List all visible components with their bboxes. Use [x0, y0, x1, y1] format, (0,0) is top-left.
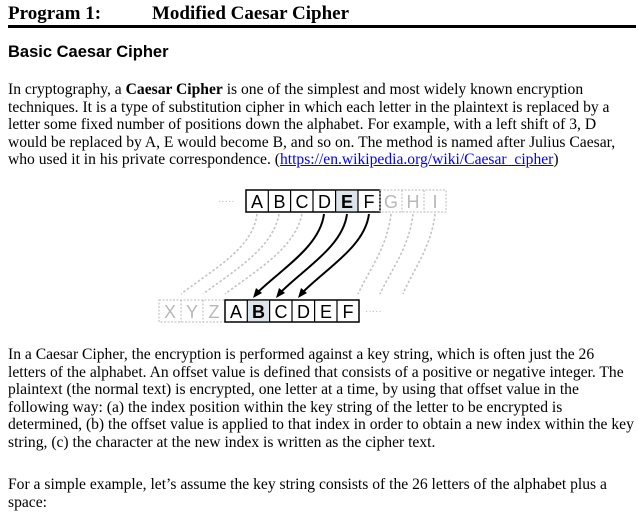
bottom-faded-letter: X — [163, 302, 177, 322]
top-cell-letter: C — [295, 192, 309, 212]
top-faded-letter: H — [406, 192, 420, 212]
top-cell-letter: B — [273, 192, 286, 212]
intro-bold-term: Caesar Cipher — [125, 81, 223, 98]
faded-arrows — [181, 214, 435, 294]
bottom-faded-dots: ····· — [365, 306, 382, 317]
top-faded-cells — [380, 190, 446, 212]
intro-text-1: In cryptography, a — [8, 81, 126, 98]
top-faded-letter: G — [383, 192, 399, 212]
intro-text-2: is one of the simplest and most widely known encryption techniques. It is a type of substitution cipher in which each letter in the plaintext is replaced by a letter some fixed number of positions down the alphabet. For example, with a left shift of 3, D would be replaced by A, E would become B, and so on. The method is named after Julius Caesar, who used it in his private correspondence. ( — [8, 81, 616, 169]
top-cell-letter: D — [318, 192, 331, 212]
bottom-cell-letter: D — [297, 302, 310, 322]
program-header — [8, 3, 636, 27]
wikipedia-link[interactable]: https://en.wikipedia.org/wiki/Caesar_cipher — [279, 151, 554, 169]
intro-text-3: ) — [553, 151, 559, 169]
header-rule — [8, 25, 636, 28]
bottom-faded-letter: Y — [185, 302, 199, 322]
section-title: Basic Caesar Cipher — [8, 43, 169, 61]
bottom-cell-letter: E — [319, 302, 333, 322]
bottom-cell-letter-highlight: B — [252, 302, 265, 322]
bottom-cell-letter: A — [229, 302, 243, 322]
top-faded-dots: ····· — [218, 196, 235, 207]
top-cell-letter: F — [363, 192, 375, 212]
intro-paragraph — [8, 81, 634, 169]
shift-arrows — [258, 214, 369, 292]
bottom-row — [225, 300, 359, 322]
top-row — [246, 190, 380, 212]
top-cell-letter: A — [250, 192, 264, 212]
top-faded-letter: I — [432, 192, 438, 212]
bottom-faded-cells — [159, 300, 225, 322]
bottom-cell-letter: C — [274, 302, 288, 322]
program-title: Modified Caesar Cipher — [152, 3, 350, 24]
caesar-shift-diagram — [155, 188, 485, 340]
bottom-faded-letter: Z — [208, 302, 220, 322]
encryption-paragraph: In a Caesar Cipher, the encryption is performed against a key string, which is often just the 26 letters of the alphabet. An offset value is defined that consists of a positive or negative integer. The plaintext (the normal text) is encrypted, one letter at a time, by using that offset value in the following way: (a) the index position within the key string of the letter to be encrypted is determined, (b) the offset value is applied to that index in order to obtain a new index within the key string, (c) the character at the new index is written as the cipher text. — [8, 346, 634, 451]
bottom-cell-letter: F — [342, 302, 354, 322]
program-label: Program 1: — [8, 3, 102, 24]
top-cell-letter-highlight: E — [340, 192, 354, 212]
example-paragraph: For a simple example, let’s assume the key string consists of the 26 letters of the alphabet plus a space: — [8, 476, 607, 511]
